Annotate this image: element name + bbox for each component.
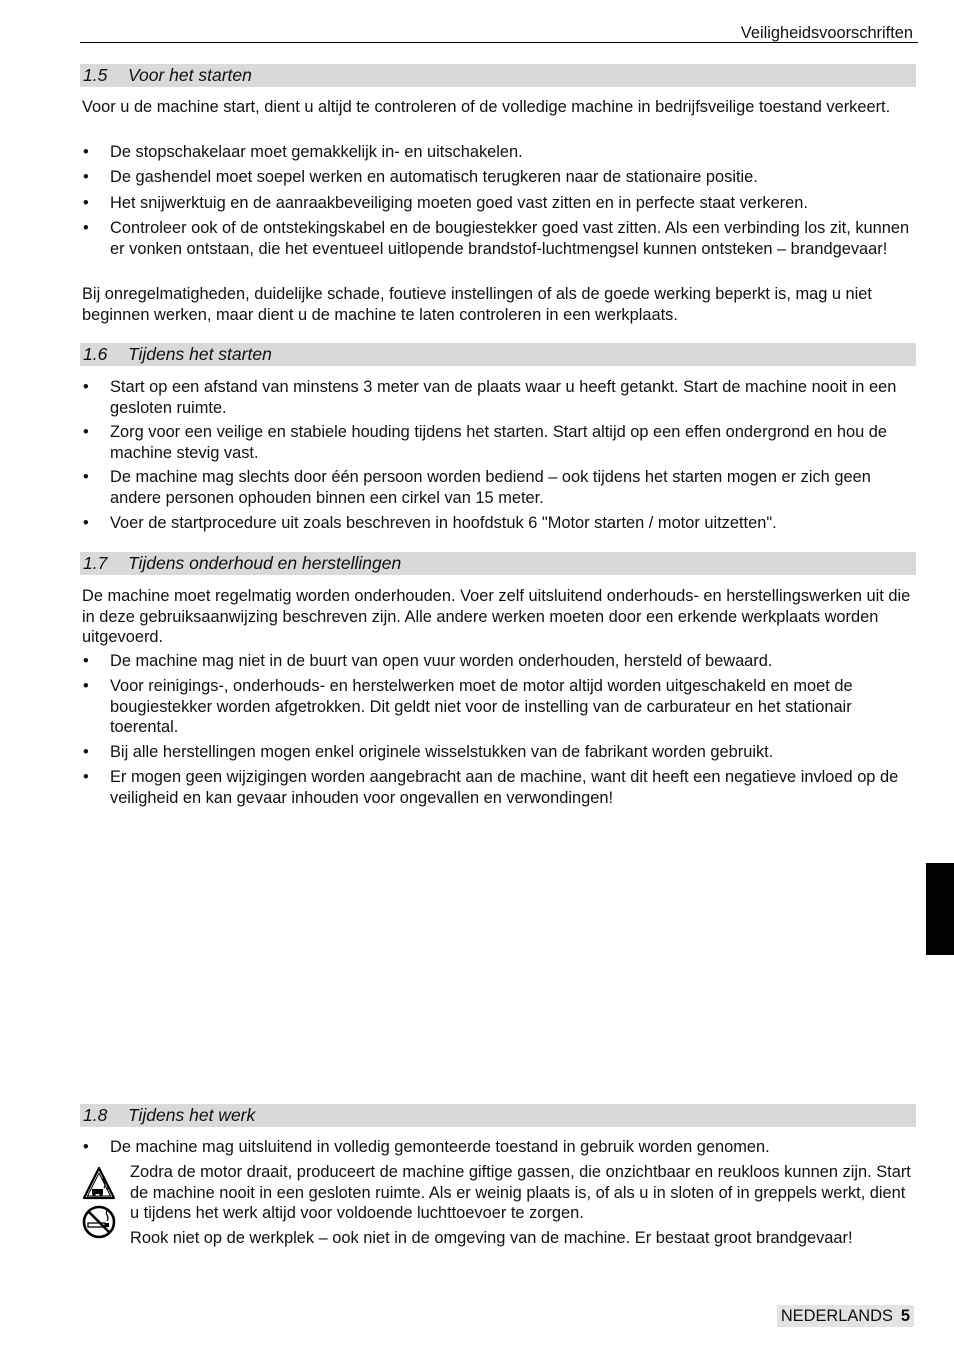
bullet-text: De machine mag niet in de buurt van open vuur worden onderhouden, hersteld of bewaard. (110, 652, 773, 670)
bullet-text: Voor reinigings-, onderhouds- en herstelwerken moet de motor altijd worden uitgeschakeld en moet de bougiestekker worden afgetrokken. Dit geldt niet voor de instelling van de carburateur en het stationair toerental. (110, 677, 853, 736)
section-heading-1-6 (80, 343, 916, 366)
bullet-text: Voer de startprocedure uit zoals beschreven in hoofdstuk 6 "Motor starten / motor uitzetten". (110, 514, 777, 532)
footer-language: NEDERLANDS (780, 1307, 893, 1325)
bullet-text: Start op een afstand van minstens 3 meter van de plaats waar u heeft getankt. Start de machine nooit in een gesloten ruimte. (110, 378, 897, 417)
toxic-gas-warning-text: Zodra de motor draait, produceert de machine giftige gassen, die onzichtbaar en reukloos kunnen zijn. Start de machine nooit in een gesloten ruimte. Als er weinig plaats is, of als u in sloten of in greppels werkt, dient u tijdens het werk altijd voor voldoende luchttoevoer te zorgen. (130, 1163, 911, 1222)
section-number: 1.6 (83, 344, 108, 364)
section-title: Tijdens het starten (128, 344, 272, 364)
section-number: 1.7 (83, 553, 108, 573)
section-number: 1.5 (83, 65, 108, 85)
section-heading-1-8 (80, 1104, 916, 1127)
header-rule (80, 42, 918, 43)
section-number: 1.8 (83, 1105, 108, 1125)
no-smoking-icon (82, 1205, 116, 1239)
section-heading-1-7 (80, 552, 916, 575)
bullet-text: Controleer ook of de ontstekingskabel en de bougiestekker goed vast zitten. Als een verbinding los zit, kunnen er vonken ontstaan, die het eventueel uitlopende brandstof-luchtmengsel kunnen ontsteken – brandgevaar! (110, 219, 910, 258)
section-title: Voor het starten (128, 65, 252, 85)
section-title: Tijdens het werk (128, 1105, 256, 1125)
page-footer (777, 1305, 914, 1327)
bullet-dot: • (83, 677, 89, 695)
page-header-title: Veiligheidsvoorschriften (740, 24, 913, 42)
bullet-text: Bij alle herstellingen mogen enkel originele wisselstukken van de fabrikant worden gebruikt. (110, 743, 774, 761)
language-side-tab (926, 863, 954, 955)
toxic-gas-warning-icon (82, 1166, 116, 1200)
bullet-dot: • (83, 168, 89, 186)
section-1-5-outro: Bij onregelmatigheden, duidelijke schade, foutieve instellingen of als de goede werking beperkt is, mag u niet beginnen werken, maar dient u de machine te laten controleren in een werkplaats. (82, 285, 872, 324)
bullet-dot: • (83, 468, 89, 486)
bullet-text: Er mogen geen wijzigingen worden aangebracht aan de machine, want dit heeft een negatieve invloed op de veiligheid en kan gevaar inhouden voor ongevallen en verwondingen! (110, 768, 899, 807)
bullet-dot: • (83, 652, 89, 670)
bullet-dot: • (83, 514, 89, 532)
bullet-dot: • (83, 768, 89, 786)
page-number: 5 (900, 1307, 910, 1325)
section-title: Tijdens onderhoud en herstellingen (128, 553, 402, 573)
bullet-dot: • (83, 423, 89, 441)
no-smoking-warning-text: Rook niet op de werkplek – ook niet in de omgeving van de machine. Er bestaat groot brandgevaar! (130, 1229, 853, 1247)
bullet-text: De gashendel moet soepel werken en automatisch terugkeren naar de stationaire positie. (110, 168, 758, 186)
bullet-dot: • (83, 143, 89, 161)
bullet-dot: • (83, 1138, 89, 1156)
bullet-dot: • (83, 194, 89, 212)
bullet-dot: • (83, 378, 89, 396)
section-1-5-intro: Voor u de machine start, dient u altijd te controleren of de volledige machine in bedrijfsveilige toestand verkeert. (82, 98, 891, 116)
bullet-text: De machine mag slechts door één persoon worden bediend – ook tijdens het starten mogen er zich geen andere personen ophouden binnen een cirkel van 15 meter. (110, 468, 871, 507)
section-heading-1-5 (80, 64, 916, 87)
bullet-text: De stopschakelaar moet gemakkelijk in- en uitschakelen. (110, 143, 523, 161)
bullet-text: De machine mag uitsluitend in volledig gemonteerde toestand in gebruik worden genomen. (110, 1138, 770, 1156)
bullet-dot: • (83, 743, 89, 761)
section-1-7-intro: De machine moet regelmatig worden onderhouden. Voer zelf uitsluitend onderhouds- en herstellingswerken uit die in deze gebruiksaanwijzing beschreven zijn. Alle andere werken moeten door een erkende werkplaats worden uitgevoerd. (82, 587, 911, 646)
bullet-text: Het snijwerktuig en de aanraakbeveiliging moeten goed vast zitten en in perfecte staat verkeren. (110, 194, 808, 212)
bullet-text: Zorg voor een veilige en stabiele houding tijdens het starten. Start altijd op een effen ondergrond en hou de machine stevig vast. (110, 423, 887, 462)
bullet-dot: • (83, 219, 89, 237)
